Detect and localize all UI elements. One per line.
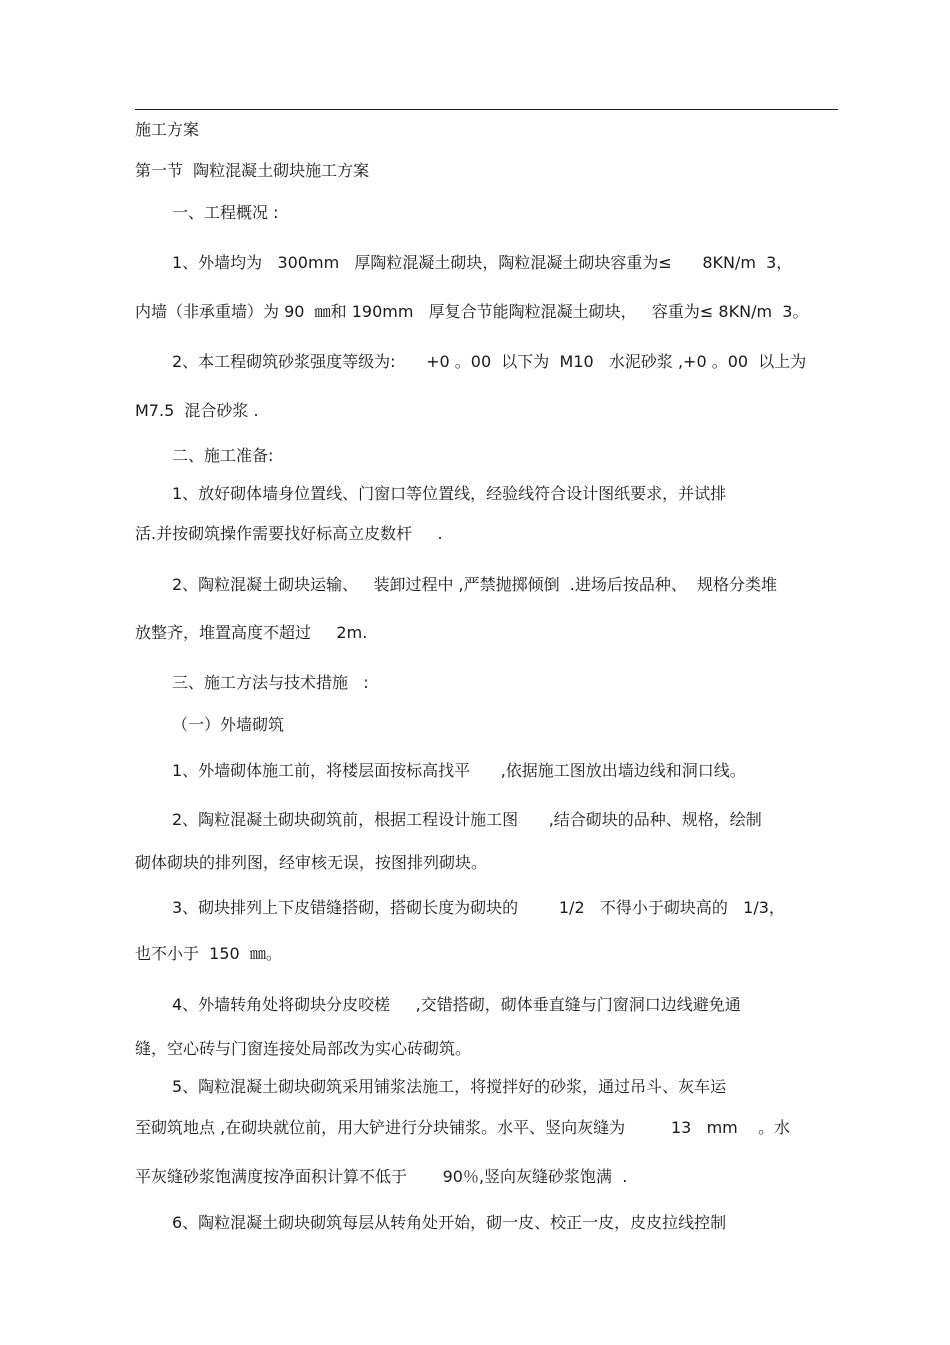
paragraph-line: 1、放好砌体墙身位置线、门窗口等位置线，经验线符合设计图纸要求，并试排 [172, 484, 727, 503]
header-rule [135, 109, 838, 110]
paragraph-line: 1、外墙均为 300mm 厚陶粒混凝土砌块，陶粒混凝土砌块容重为≤ 8KN/m 3， [172, 253, 793, 272]
paragraph-line: 至砌筑地点 ,在砌块就位前，用大铲进行分块铺浆。水平、竖向灰缝为 13 mm 。水 [135, 1118, 791, 1137]
paragraph-line: 1、外墙砌体施工前，将楼层面按标高找平 ,依据施工图放出墙边线和洞口线。 [172, 761, 746, 780]
paragraph-line: 2、本工程砌筑砂浆强度等级为: +0 。00 以下为 M10 水泥砂浆 ,+0 。00 以上为 [172, 352, 807, 371]
paragraph-line: 3、砌块排列上下皮错缝搭砌，搭砌长度为砌块的 1/2 不得小于砌块高的 1/3， [172, 898, 785, 917]
subsection-heading: （一）外墙砌筑 [172, 715, 285, 734]
paragraph-line: 活.并按砌筑操作需要找好标高立皮数杆 . [135, 524, 443, 543]
section-heading: 三、施工方法与技术措施 : [172, 673, 369, 692]
section-heading: 二、施工准备: [172, 446, 274, 465]
paragraph-line: 内墙（非承重墙）为 90 ㎜和 190mm 厚复合节能陶粒混凝土砌块， 容重为≤ 8KN/m 3。 [135, 302, 809, 321]
paragraph-line: 砌体砌块的排列图，经审核无误，按图排列砌块。 [135, 853, 488, 872]
paragraph-line: 4、外墙转角处将砌块分皮咬槎 ,交错搭砌，砌体垂直缝与门窗洞口边线避免通 [172, 995, 741, 1014]
paragraph-line: 缝，空心砖与门窗连接处局部改为实心砖砌筑。 [135, 1039, 472, 1058]
doc-heading: 施工方案 [135, 120, 200, 139]
paragraph-line: 平灰缝砂浆饱满度按净面积计算不低于 90％,竖向灰缝砂浆饱满 . [135, 1167, 628, 1186]
paragraph-line: 也不小于 150 ㎜。 [135, 944, 282, 963]
paragraph-line: M7.5 混合砂浆 . [135, 401, 259, 420]
paragraph-line: 5、陶粒混凝土砌块砌筑采用铺浆法施工，将搅拌好的砂浆，通过吊斗、灰车运 [172, 1077, 727, 1096]
paragraph-line: 一、工程概况 : [172, 203, 279, 222]
paragraph-line: 放整齐，堆置高度不超过 2m. [135, 623, 368, 642]
section-title: 第一节 陶粒混凝土砌块施工方案 [135, 161, 370, 180]
paragraph-line: 6、陶粒混凝土砌块砌筑每层从转角处开始，砌一皮、校正一皮，皮皮拉线控制 [172, 1213, 727, 1232]
paragraph-line: 2、陶粒混凝土砌块砌筑前，根据工程设计施工图 ,结合砌块的品种、规格，绘制 [172, 810, 762, 829]
paragraph-line: 2、陶粒混凝土砌块运输、 装卸过程中 ,严禁抛掷倾倒 .进场后按品种、 规格分类堆 [172, 575, 778, 594]
